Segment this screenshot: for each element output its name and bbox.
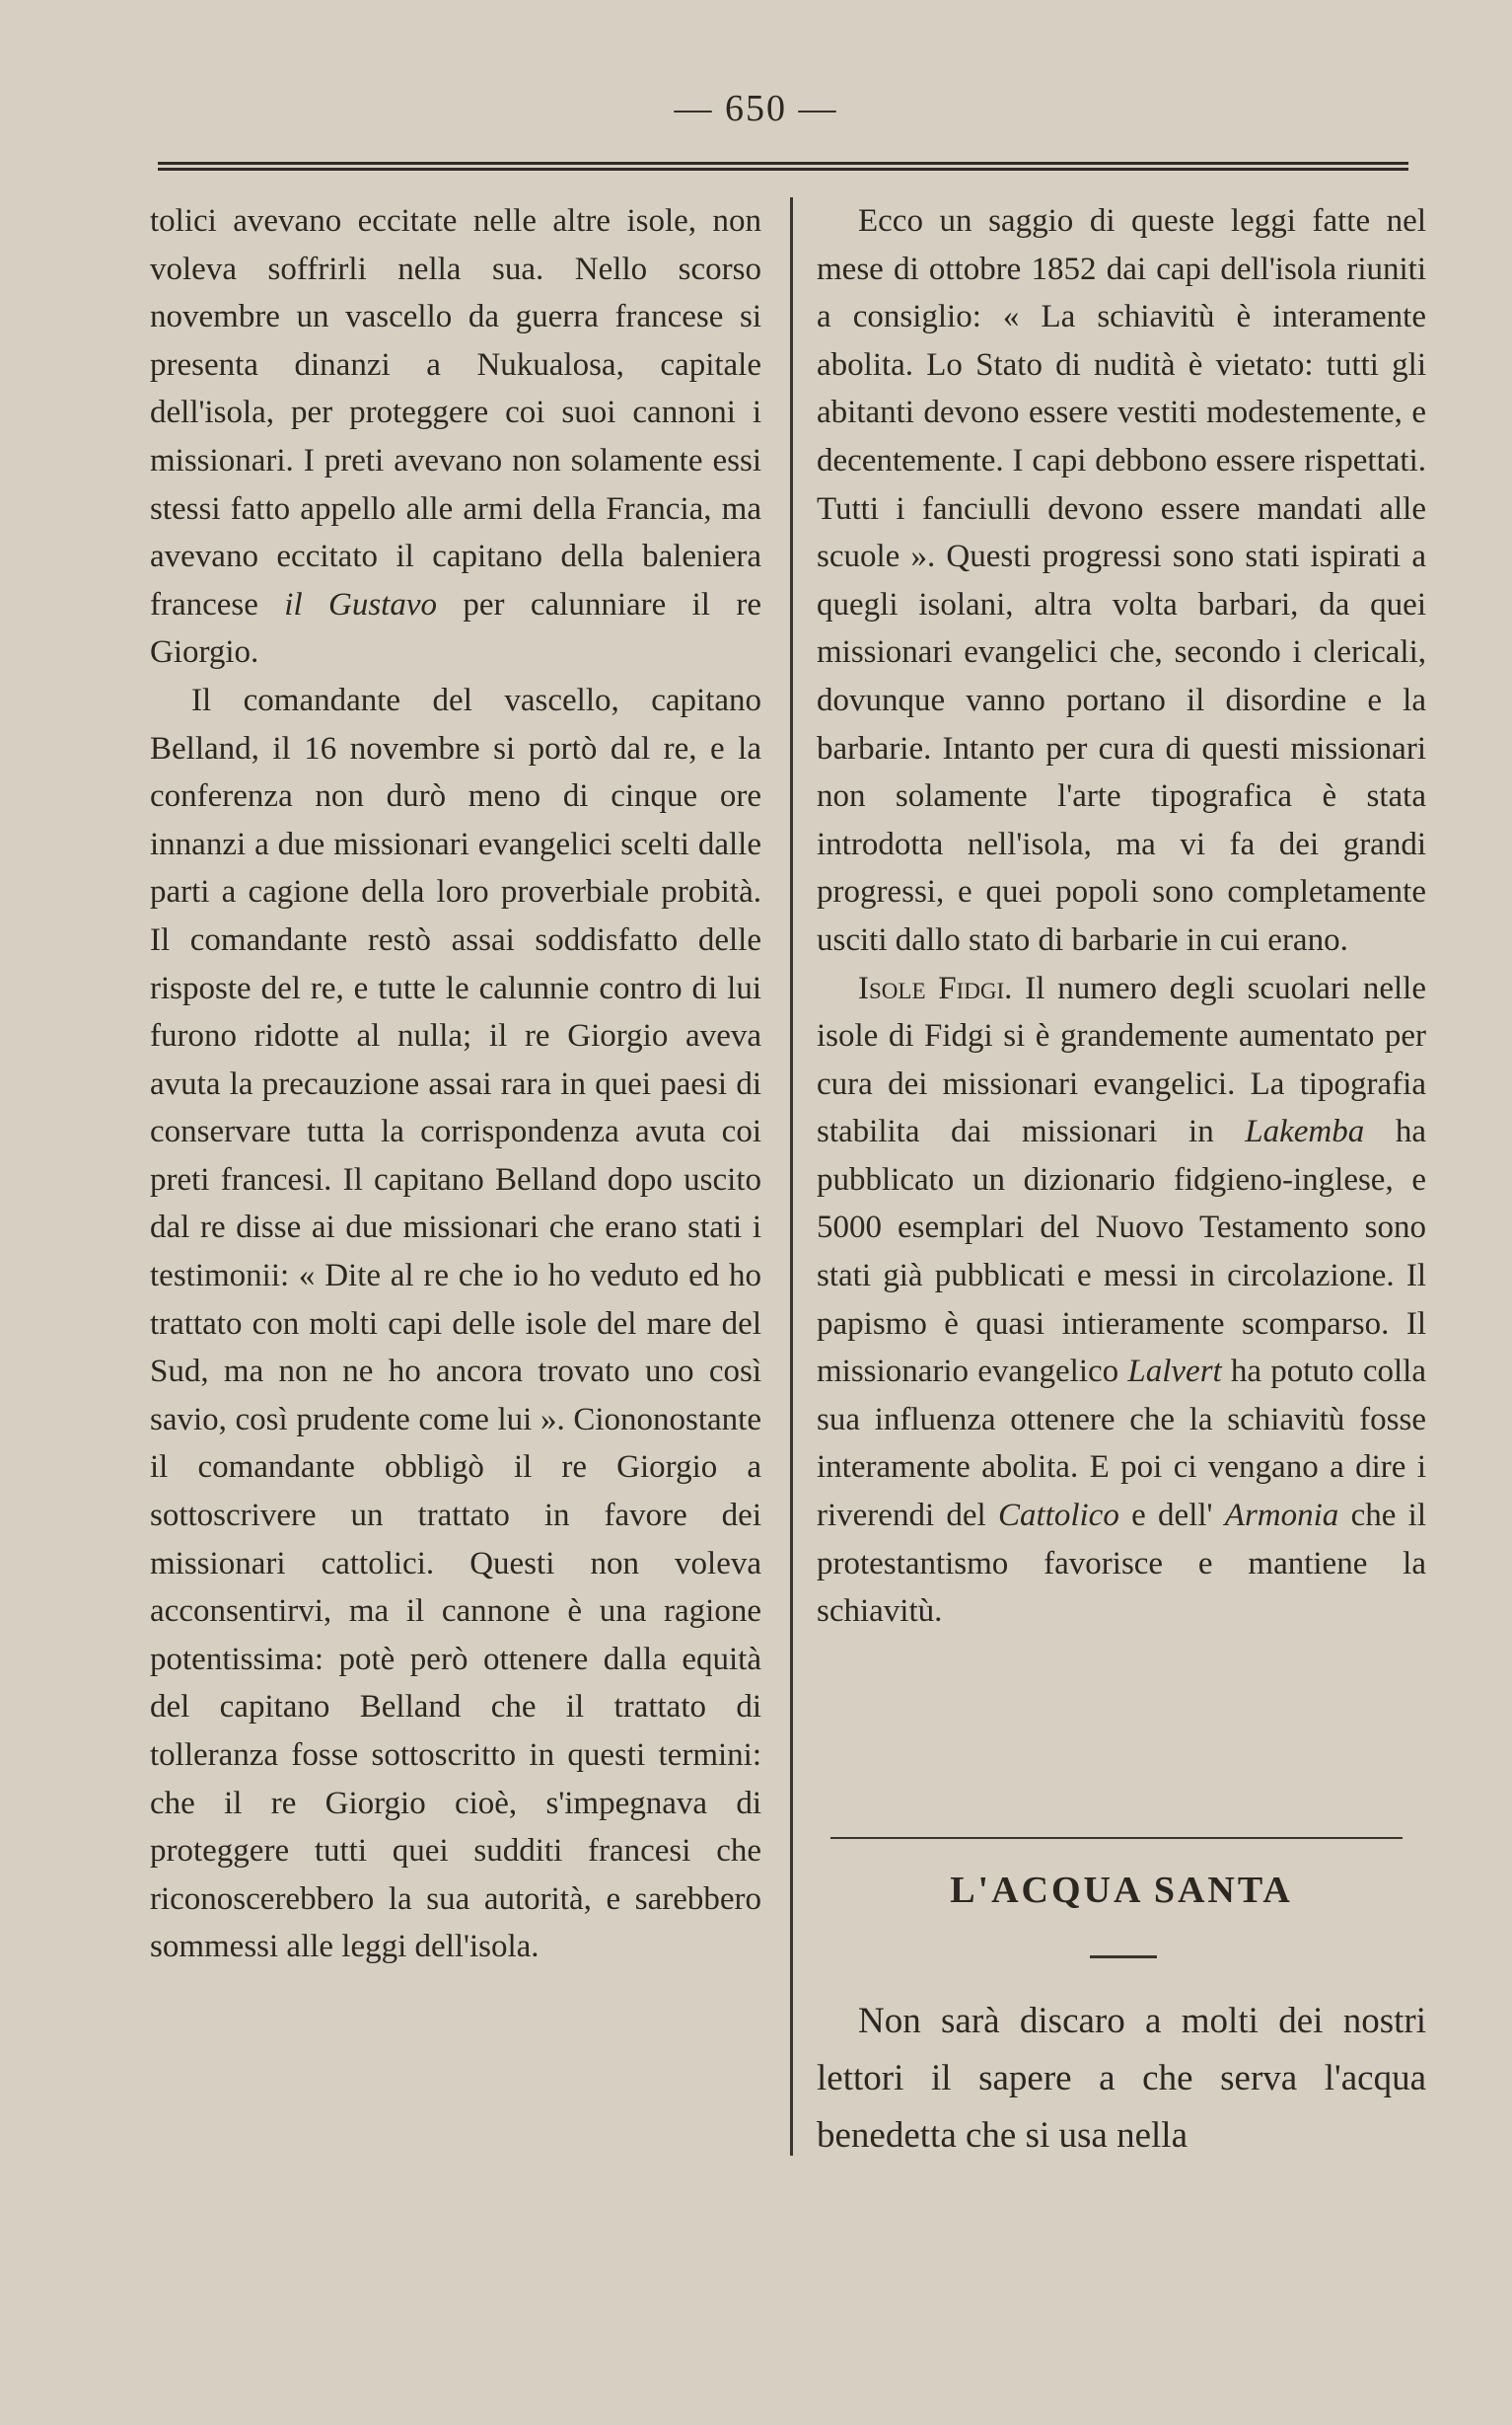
- text-run: che il protestantismo favorisce e mantiene la schiavitù.: [817, 1498, 1426, 1630]
- italic-text: Lalvert: [1127, 1354, 1222, 1390]
- left-column: [150, 197, 761, 1971]
- text-run: ha pubblicato un dizionario fidgieno-inglese, e 5000 esemplari del Nuovo Testamento sono stati già pubblicati e messi in circolazione. Il papismo è quasi intieramente scomparso. Il missionario evangelico: [817, 1114, 1426, 1390]
- left-paragraph-1: [150, 197, 761, 677]
- text-run: per calunniare il re Giorgio.: [150, 586, 761, 671]
- left-paragraph-2: Il comandante del vascello, capitano Belland, il 16 novembre si portò dal re, e la conferenza non durò meno di cinque ore innanzi a due missionari evangelici scelti dalle parti a cagione della loro proverbiale probità. Il comandante restò assai soddisfatto delle risposte del re, e tutte le calunnie contro di lui furono ridotte al nulla; il re Giorgio aveva avuta la precauzione assai rara in quei paesi di conservare tutta la corrispondenza avuta coi preti francesi. Il capitano Belland dopo uscito dal re disse ai due missionari che erano stati i testimonii: « Dite al re che io ho veduto ed ho trattato con molti capi delle isole del mare del Sud, ma non ne ho ancora trovato uno così savio, così prudente come lui ». Ciononostante il comandante obbligò il re Giorgio a sottoscrivere un trattato in favore dei missionari cattolici. Questi non voleva acconsentirvi, ma il cannone è una ragione potentissima: potè però ottenere dalla equità del capitano Belland che il trattato di tolleranza fosse sottoscritto in questi termini: che il re Giorgio cioè, s'impegnava di proteggere tutti quei sudditi francesi che riconoscerebbero la sua autorità, e sarebbero sommessi alle leggi dell'isola.: [150, 682, 761, 1965]
- right-paragraph-2: [817, 965, 1426, 1636]
- italic-text: il Gustavo: [284, 586, 437, 623]
- text-run: ha potuto colla sua influenza ottenere che la schiavitù fosse interamente abolita. E poi ci vengano a dire i riverendi del: [817, 1354, 1426, 1534]
- italic-text: Cattolico: [998, 1498, 1119, 1534]
- title-dash: [1090, 1955, 1157, 1958]
- section-rule: [830, 1837, 1403, 1839]
- section-title: L'ACQUA SANTA: [950, 1870, 1293, 1911]
- text-run: Ecco un saggio di queste leggi fatte nel mese di ottobre 1852 dai capi dell'isola riuniti a consiglio: « La schiavitù è interamente abolita. Lo Stato di nudità è vietato: tutti gli abitanti devono essere vestiti modestemente, e decentemente. I capi debbono essere rispettati. Tutti i fanciulli devono essere mandati alle scuole ». Questi progressi sono stati ispirati a quegli isolani, altra volta barbari, da quei missionari evangelici che, secondo i clericali, dovunque vanno portano il disordine e la barbarie. Intanto per cura di questi missionari non solamente l'arte tipografica è stata introdotta nell'isola, ma vi fa dei grandi progressi, e quei popoli sono completamente usciti dallo stato di barbarie in cui erano.: [817, 203, 1426, 958]
- section-body: [817, 1993, 1426, 2165]
- text-run: e dell': [1118, 1498, 1225, 1534]
- top-double-rule: [158, 162, 1408, 171]
- text-run: Il numero degli scuolari nelle isole di Fidgi si è grandemente aumentato per cura dei missionari evangelici. La tipografia stabilita dai missionari in: [817, 970, 1426, 1150]
- italic-text: Lakemba: [1245, 1114, 1365, 1150]
- column-divider: [790, 197, 793, 2156]
- text-run: tolici avevano eccitate nelle altre isole, non voleva soffrirli nella sua. Nello scorso novembre un vascello da guerra francese si presenta dinanzi a Nukualosa, capitale dell'isola, per proteggere coi suoi cannoni i missionari. I preti avevano non solamente essi stessi fatto appello alle armi della Francia, ma avevano eccitato il capitano della baleniera francese: [150, 203, 761, 623]
- right-column: [817, 197, 1426, 1636]
- section-paragraph: Non sarà discaro a molti dei nostri lettori il sapere a che serva l'acqua benedetta che si usa nella: [817, 2001, 1426, 2156]
- italic-text: Armonia: [1224, 1498, 1339, 1534]
- page-number: — 650 —: [674, 88, 838, 129]
- right-paragraph-1: [817, 197, 1426, 965]
- section-heading-inline: Isole Fidgi.: [858, 970, 1013, 1006]
